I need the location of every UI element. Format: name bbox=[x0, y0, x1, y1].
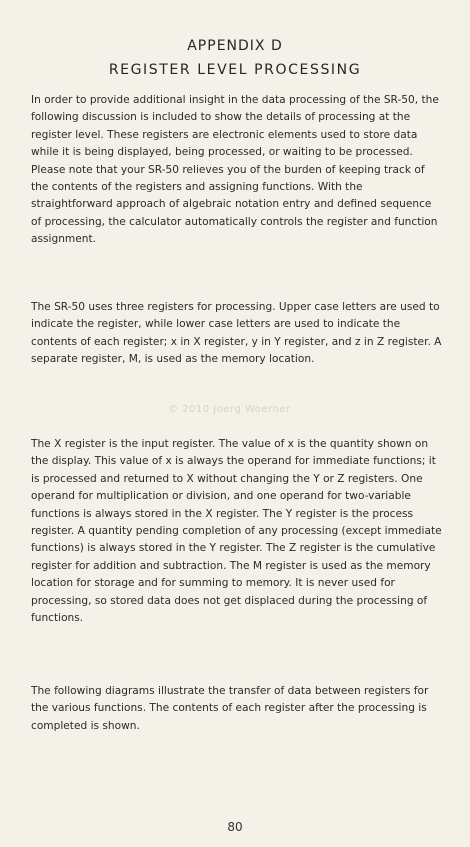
page-number: 80 bbox=[227, 820, 243, 834]
paragraph-diagrams: The following diagrams illustrate the transfer of data between registers for the various functions. The contents of each register after the processing is completed is shown. bbox=[31, 685, 429, 732]
paragraph-intro: In order to provide additional insight in the data processing of the SR-50, the following discussion is included to show the details of processing at the register level. These registers are electronic elements used to store data while it is being displayed, being processed, or waiting to be processed. Please note that your SR-50 relieves you of the burden of keeping track of the contents of the registers and assigning functions. With the straightforward approach of algebraic notation entry and defined sequence of processing, the calculator automatically controls the register and function assignment. bbox=[31, 94, 439, 246]
section-title: REGISTER LEVEL PROCESSING bbox=[108, 62, 362, 78]
watermark: © 2010 Joerg Woerner bbox=[168, 404, 291, 415]
appendix-heading: APPENDIX D bbox=[187, 38, 283, 54]
paragraph-registers: The SR-50 uses three registers for processing. Upper case letters are used to indicate the register, while lower case letters are used to indicate the contents of each register; x in X register, y in Y register, and z in Z register. A separate register, M, is used as the memory location. bbox=[31, 301, 442, 366]
paragraph-register-roles: The X register is the input register. The value of x is the quantity shown on the display. This value of x is always the operand for immediate functions; it is processed and returned to X without changing the Y or Z registers. One operand for multiplication or division, and one operand for two-variable functions is always stored in the X register. The Y register is the process register. A quantity pending completion of any processing (except immediate functions) is always stored in the Y register. The Z register is the cumulative register for addition and subtraction. The M register is used as the memory location for storage and for summing to memory. It is never used for processing, so stored data does not get displaced during the processing of functions. bbox=[31, 438, 442, 625]
